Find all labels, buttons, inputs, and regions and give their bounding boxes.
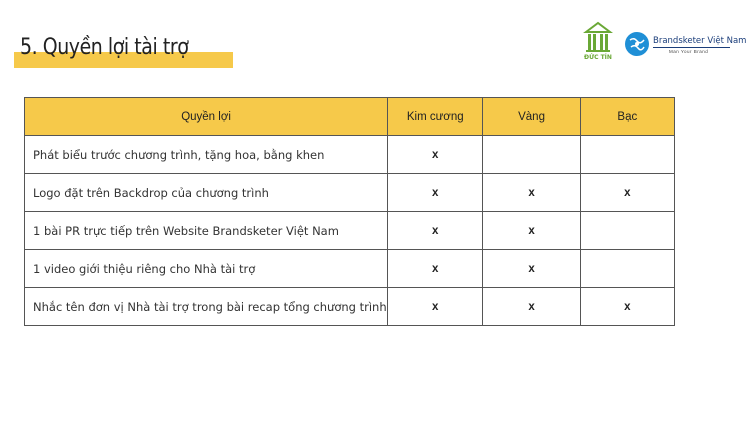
vang-cell: x — [483, 174, 580, 212]
table-row — [25, 212, 675, 250]
table-row — [25, 136, 675, 174]
kim-cuong-cell: x — [388, 212, 483, 250]
brandsketer-logo-divider — [653, 47, 730, 48]
brandsketer-logo-tagline: Man Your Brand — [669, 49, 709, 54]
header-benefit: Quyền lợi — [25, 98, 388, 136]
bac-cell — [580, 136, 674, 174]
building-pillars-icon — [582, 20, 614, 54]
kim-cuong-cell: x — [388, 136, 483, 174]
page-heading — [14, 35, 210, 60]
benefit-cell: 1 bài PR trực tiếp trên Website Brandsketer Việt Nam — [25, 212, 388, 250]
vang-cell — [483, 136, 580, 174]
benefit-cell: Logo đặt trên Backdrop của chương trình — [25, 174, 388, 212]
bac-cell: x — [580, 288, 674, 326]
header-kim-cuong: Kim cương — [388, 98, 483, 136]
table-header-row — [25, 98, 675, 136]
vang-cell: x — [483, 250, 580, 288]
kim-cuong-cell: x — [388, 250, 483, 288]
vang-cell: x — [483, 212, 580, 250]
bac-cell — [580, 250, 674, 288]
kim-cuong-cell: x — [388, 174, 483, 212]
header-vang: Vàng — [483, 98, 580, 136]
duc-tin-logo-text: ĐỨC TÍN — [584, 54, 612, 61]
table-row — [25, 250, 675, 288]
bac-cell — [580, 212, 674, 250]
duc-tin-logo — [582, 20, 614, 62]
sponsorship-benefits-table — [24, 97, 675, 326]
table-row — [25, 288, 675, 326]
kim-cuong-cell: x — [388, 288, 483, 326]
benefit-cell: 1 video giới thiệu riêng cho Nhà tài trợ — [25, 250, 388, 288]
benefit-cell: Phát biểu trước chương trình, tặng hoa, bằng khen — [25, 136, 388, 174]
benefit-cell: Nhắc tên đơn vị Nhà tài trợ trong bài recap tổng chương trình — [25, 288, 388, 326]
vang-cell: x — [483, 288, 580, 326]
bac-cell: x — [580, 174, 674, 212]
table-row — [25, 174, 675, 212]
globe-icon — [625, 32, 649, 56]
page-title: 5. Quyền lợi tài trợ — [20, 35, 189, 60]
brandsketer-logo-name: Brandsketer Việt Nam — [653, 36, 746, 46]
header-bac: Bạc — [580, 98, 674, 136]
